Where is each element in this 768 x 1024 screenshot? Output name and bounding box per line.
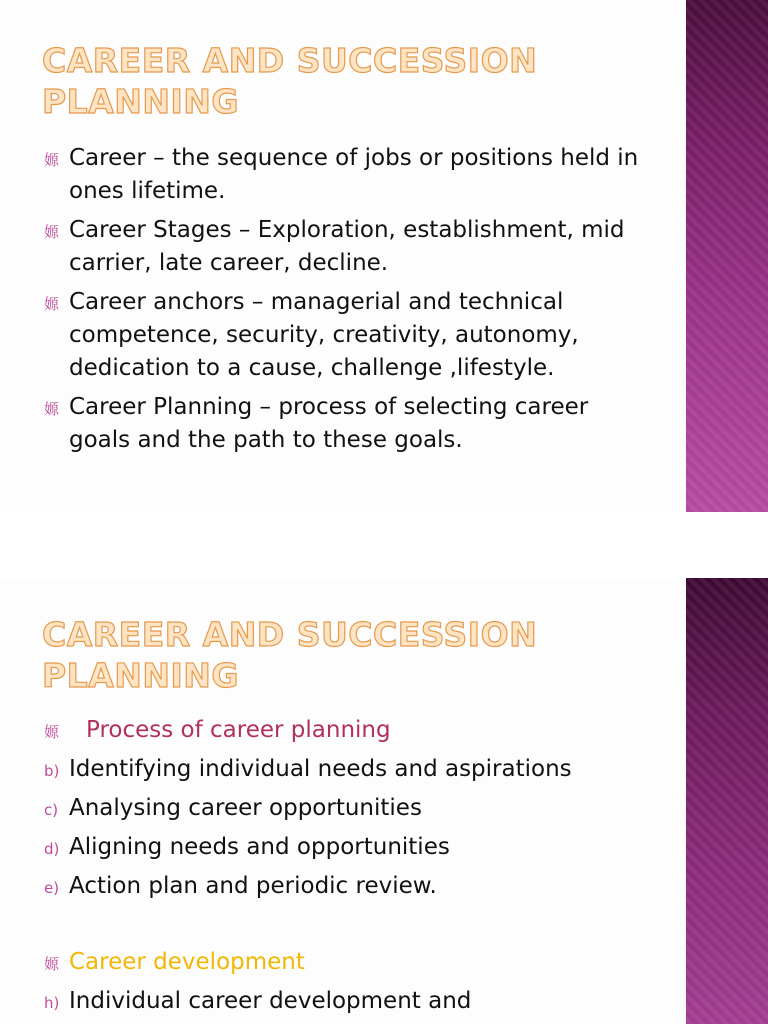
list-item [44, 391, 644, 457]
list-item-text: Aligning needs and opportunities [69, 834, 450, 860]
bullet-icon: 嫄 [44, 400, 60, 418]
list-item-text: Action plan and periodic review. [69, 873, 437, 899]
list-marker: b) [44, 762, 60, 780]
list-item [44, 214, 644, 280]
list-item [44, 286, 644, 385]
list-item [44, 870, 684, 909]
list-item [44, 831, 684, 870]
section-heading-text: Career development [69, 949, 305, 975]
section-heading-text: Process of career planning [86, 717, 391, 743]
list-item-text: Career – the sequence of jobs or positions held in ones lifetime. [69, 145, 639, 204]
list-marker: h) [44, 994, 60, 1012]
list-item-text: Career anchors – managerial and technical competence, security, creativity, autonomy, dedication to a cause, challenge ,lifestyle. [69, 289, 579, 381]
bullet-icon: 嫄 [44, 223, 60, 241]
list-item-text: Career Stages – Exploration, establishment, mid carrier, late career, decline. [69, 217, 625, 276]
list-item-text: Individual career development and [69, 988, 472, 1014]
content-list [44, 714, 684, 1024]
list-item [44, 985, 684, 1024]
list-marker: e) [44, 879, 60, 897]
bullet-icon: 嫄 [44, 295, 60, 313]
bullet-list [44, 142, 644, 463]
bullet-icon: 嫄 [44, 151, 60, 169]
slide-title: CAREER AND SUCCESSION PLANNING [42, 41, 538, 121]
list-item-text: Analysing career opportunities [69, 795, 422, 821]
list-marker: c) [44, 801, 59, 819]
decorative-band [686, 578, 768, 1024]
section-heading [44, 714, 684, 753]
bullet-icon: 嫄 [44, 955, 60, 973]
slide-2 [0, 578, 768, 1024]
bullet-icon: 嫄 [44, 723, 60, 741]
list-item-text: Career Planning – process of selecting career goals and the path to these goals. [69, 394, 589, 453]
list-item [44, 753, 684, 792]
slide-title: CAREER AND SUCCESSION PLANNING [42, 615, 538, 695]
list-marker: d) [44, 840, 60, 858]
section-heading [44, 946, 684, 985]
list-item-text: Identifying individual needs and aspirations [69, 756, 572, 782]
list-item [44, 142, 644, 208]
slide-gap [0, 512, 768, 578]
list-item [44, 792, 684, 831]
decorative-band [686, 0, 768, 512]
